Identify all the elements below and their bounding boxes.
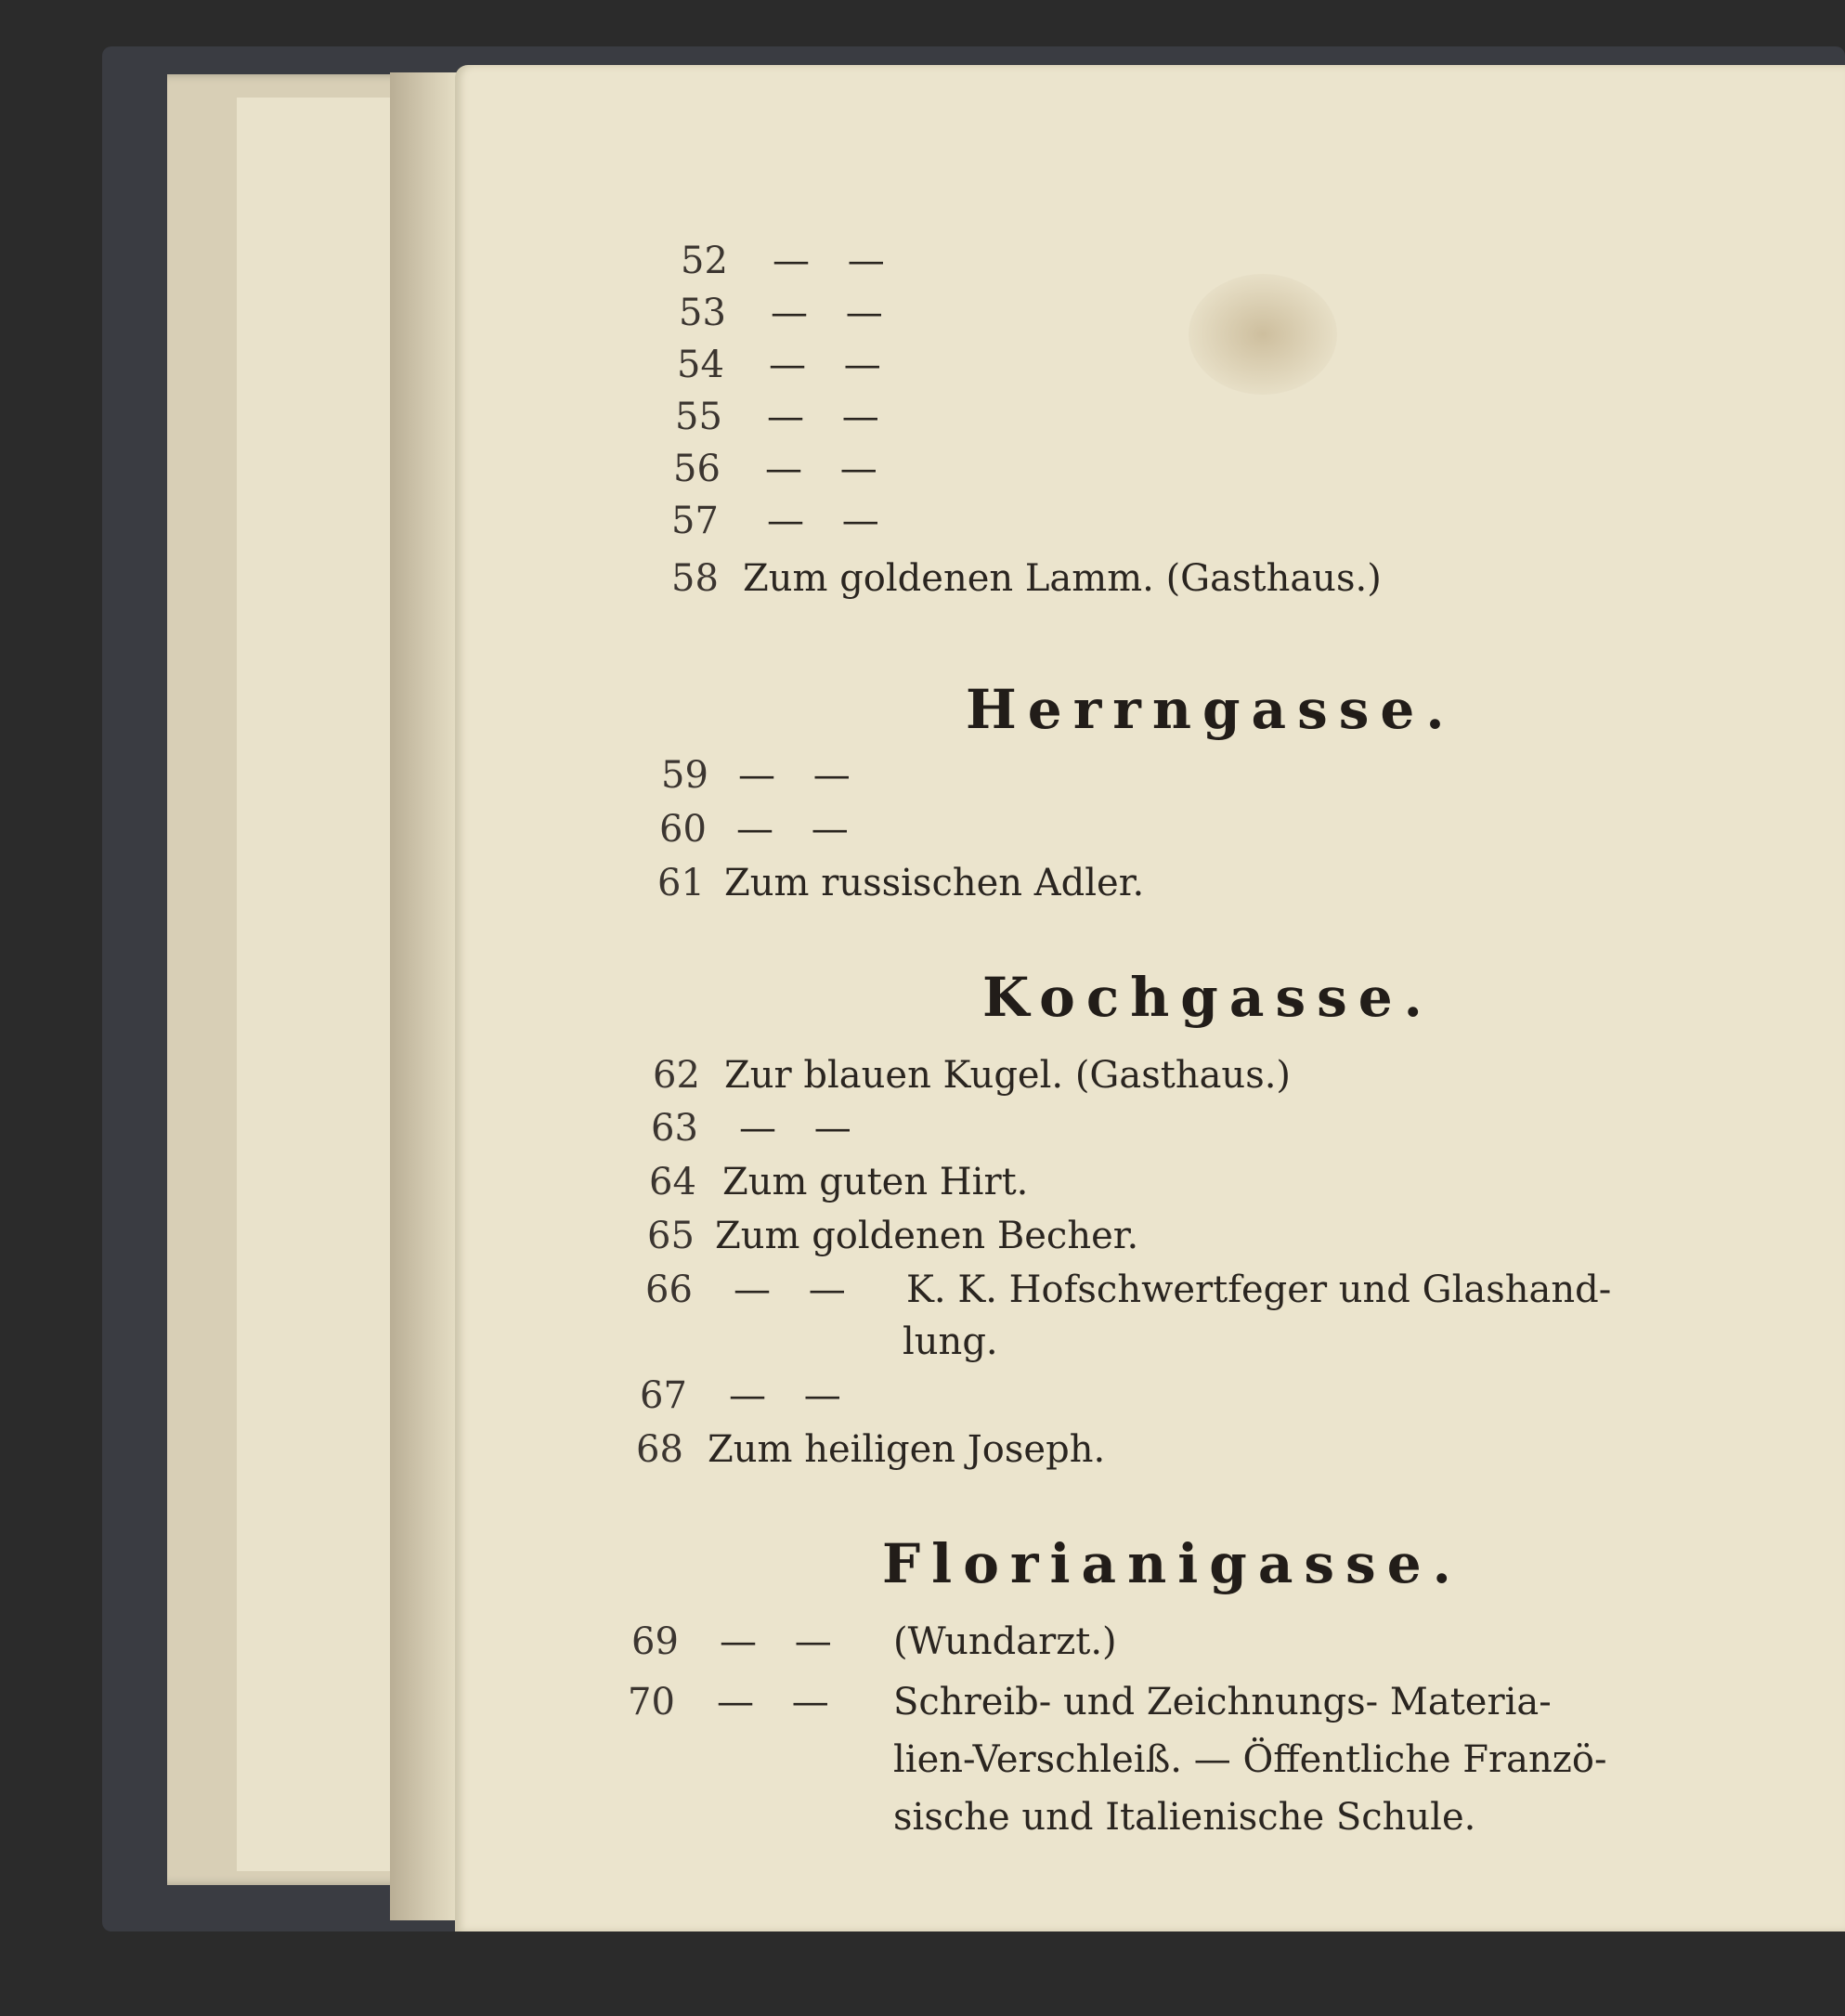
dashes: — —	[717, 1681, 842, 1723]
entry-text: Zum heiligen Joseph.	[708, 1428, 1106, 1471]
house-number: 67	[640, 1374, 687, 1417]
entry-text-continuation: lung.	[903, 1320, 998, 1363]
house-number: 55	[675, 396, 722, 438]
entry-text: Zum goldenen Becher.	[715, 1215, 1139, 1257]
entry-text-continuation: sische und Italienische Schule.	[893, 1796, 1476, 1839]
house-number: 59	[661, 754, 708, 797]
house-number: 70	[628, 1681, 675, 1723]
house-number: 60	[659, 808, 707, 851]
entry-text: (Wundarzt.)	[893, 1620, 1117, 1663]
dashes: — —	[736, 808, 862, 851]
dashes: — —	[739, 1107, 864, 1150]
street-heading: Kochgasse.	[982, 966, 1434, 1029]
street-heading: Florianigasse.	[882, 1532, 1462, 1595]
house-number: 69	[631, 1620, 679, 1663]
dashes: — —	[729, 1374, 854, 1417]
dashes: — —	[773, 240, 898, 282]
street-heading: Herrngasse.	[966, 678, 1456, 741]
entry-text: K. K. Hofschwertfeger und Glashand-	[906, 1268, 1612, 1311]
house-number: 63	[651, 1107, 698, 1150]
house-number: 54	[677, 344, 724, 386]
house-number: 52	[681, 240, 728, 282]
house-number: 66	[645, 1268, 693, 1311]
dashes: — —	[767, 396, 892, 438]
entry-text: Zur blauen Kugel. (Gasthaus.)	[724, 1054, 1292, 1097]
house-number: 62	[653, 1054, 700, 1097]
entry-text: Zum russischen Adler.	[724, 862, 1145, 904]
entry-text: Zum goldenen Lamm. (Gasthaus.)	[743, 557, 1382, 600]
dashes: — —	[765, 448, 890, 490]
entry-text-continuation: lien-Verschleiß. — Öffentliche Franzö-	[893, 1738, 1607, 1781]
house-number: 56	[673, 448, 721, 490]
house-number: 57	[671, 500, 719, 542]
dashes: — —	[738, 754, 864, 797]
house-number: 58	[671, 557, 719, 600]
house-number: 64	[649, 1161, 696, 1203]
house-number: 61	[657, 862, 705, 904]
dashes: — —	[720, 1620, 845, 1663]
dashes: — —	[769, 344, 894, 386]
dashes: — —	[734, 1268, 859, 1311]
house-number: 53	[679, 292, 726, 334]
dashes: — —	[767, 500, 892, 542]
house-number: 65	[647, 1215, 695, 1257]
house-number: 68	[636, 1428, 683, 1471]
entry-text: Schreib- und Zeichnungs- Materia-	[893, 1681, 1552, 1723]
dashes: — —	[771, 292, 896, 334]
entry-text: Zum guten Hirt.	[722, 1161, 1029, 1203]
